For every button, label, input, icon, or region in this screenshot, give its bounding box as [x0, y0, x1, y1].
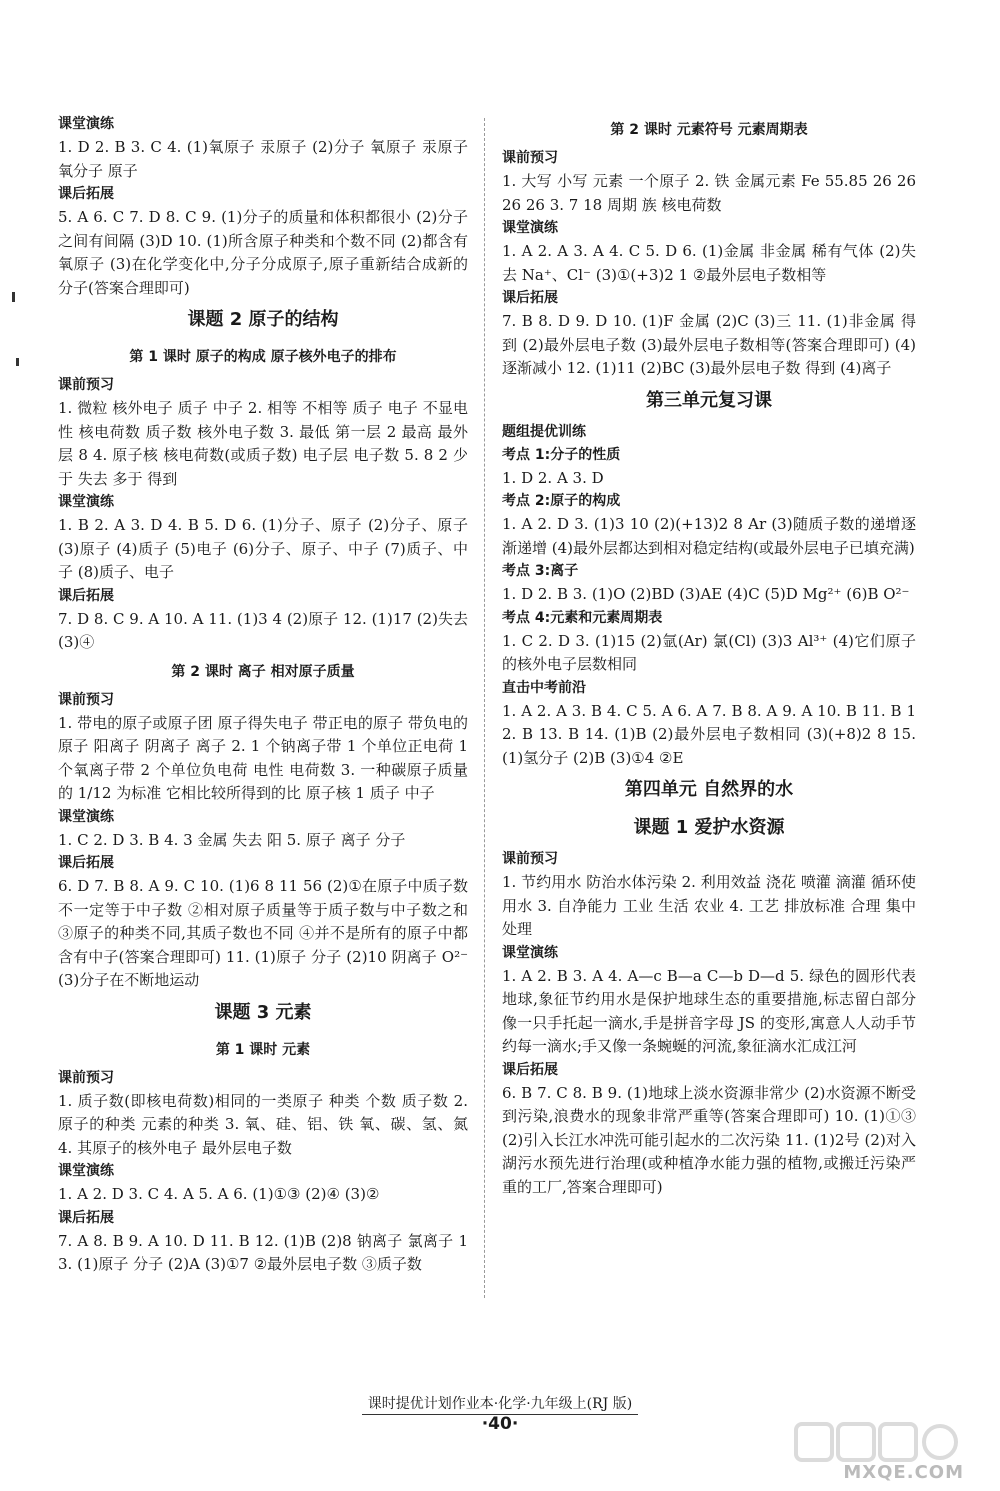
- answer-paragraph: 6. D 7. B 8. A 9. C 10. (1)6 8 11 56 (2)①在原子中质子数不一定等于中子数 ②相对原子质量等于质子数与中子数之和 ③原子的种类不同,其质子数也不同 ④并不是所有的原子中都含有中子(答案合理即可) 11. (1)原子 分子 (2)10 阴离子 O²⁻ (3)分子在不断地运动: [58, 877, 468, 989]
- section-label: 课后拓展: [58, 186, 114, 202]
- section-label: 课前预习: [58, 1069, 114, 1086]
- footer-title: 课时提优计划作业本·化学·九年级上(RJ 版): [362, 1393, 638, 1415]
- answer-paragraph: 1. B 2. A 3. D 4. B 5. D 6. (1)分子、原子 (2)分子、原子 (3)原子 (4)质子 (5)电子 (6)分子、原子、中子 (7)质子、中子 (8)质子、电子: [58, 516, 468, 581]
- answer-paragraph: 1. A 2. D 3. (1)3 10 (2)(+13)2 8 Ar (3)随质子数的递增逐渐递增 (4)最外层都达到相对稳定结构(或最外层电子已填充满): [502, 515, 916, 557]
- section-label: 课堂演练: [58, 1163, 114, 1179]
- section-label: 考点 3:离子: [502, 563, 579, 579]
- answer-paragraph: 1. 质子数(即核电荷数)相同的一类原子 种类 个数 质子数 2. 原子的种类 元素的种类 3. 氧、硅、铝、铁 氧、碳、氢、氮 4. 其原子的核外电子 最外层电子数: [58, 1091, 468, 1157]
- section-label: 课前预习: [58, 377, 114, 393]
- answer-paragraph: 1. D 2. A 3. D: [502, 468, 604, 487]
- column-divider: [484, 118, 485, 1298]
- answer-paragraph: 1. A 2. A 3. A 4. C 5. D 6. (1)金属 非金属 稀有气体 (2)失去 Na⁺、Cl⁻ (3)①(+3)2 1 ②最外层电子数相等: [502, 242, 916, 284]
- section-label: 考点 2:原子的构成: [502, 493, 621, 509]
- answer-paragraph: 1. D 2. B 3. (1)O (2)BD (3)AE (4)C (5)D Mg²⁺ (6)B O²⁻: [502, 585, 910, 603]
- section-label: 课堂演练: [502, 220, 558, 236]
- section-label: 直击中考前沿: [502, 679, 586, 696]
- page-number: ·40·: [481, 1414, 519, 1434]
- section-label: 课堂演练: [58, 494, 114, 510]
- answer-paragraph: 1. A 2. A 3. B 4. C 5. A 6. A 7. B 8. A 9. A 10. B 11. B 12. B 13. B 14. (1)B (2)最外层电子数相同 (3)(+8)2 8 15. (1)氢分子 (2)B (3)①4 ②E: [502, 701, 916, 767]
- section-label: 课前预习: [502, 150, 558, 166]
- answer-paragraph: 1. 带电的原子或原子团 原子得失电子 带正电的原子 带负电的原子 阳离子 阴离子 离子 2. 1 个钠离子带 1 个单位正电荷 1 个氧离子带 2 个单位负电荷 电性 电荷数 3. 一种碳原子质量的 1/12 为标准 它相比较所得到的比 原子核 1 质子 中子: [58, 713, 468, 802]
- scan-mark: [16, 358, 19, 366]
- page-footer: [0, 1393, 1000, 1415]
- answer-paragraph: 5. A 6. C 7. D 8. C 9. (1)分子的质量和体积都很小 (2)分子之间有间隔 (3)D 10. (1)所含原子种类和个数不同 (2)都含有氧原子 (3)在化学变化中,分子分成原子,原子重新结合成新的分子(答案合理即可): [58, 208, 468, 297]
- answer-paragraph: 1. 节约用水 防治水体污染 2. 利用效益 浇花 喷灌 滴灌 循环使用水 3. 自净能力 工业 生活 农业 4. 工艺 排放标准 合理 集中处理: [502, 873, 916, 938]
- answer-paragraph: 1. D 2. B 3. C 4. (1)氧原子 汞原子 (2)分子 氧原子 汞原子 氧分子 原子: [58, 138, 468, 180]
- answer-paragraph: 1. A 2. B 3. A 4. A—c B—a C—b D—d 5. 绿色的圆形代表地球,象征节约用水是保护地球生态的重要措施,标志留白部分像一只手托起一滴水,手是拼音字母 JS 的变形,寓意人人动手节约每一滴水;手又像一条蜿蜒的河流,象征滴水汇成江河: [502, 966, 916, 1055]
- topic-heading: 课题 1 爱护水资源: [633, 817, 785, 838]
- answer-paragraph: 7. D 8. C 9. A 10. A 11. (1)3 4 (2)原子 12. (1)17 (2)失去 (3)④: [58, 609, 468, 651]
- lesson-heading: 第 2 课时 离子 相对原子质量: [171, 663, 355, 680]
- topic-heading: 课题 2 原子的结构: [187, 309, 339, 330]
- left-column: [58, 113, 468, 1277]
- topic-heading: 第三单元复习课: [646, 389, 772, 411]
- answer-paragraph: 1. 微粒 核外电子 质子 中子 2. 相等 不相等 质子 电子 不显电性 核电荷数 质子数 核外电子数 3. 最低 第一层 2 最高 最外层 8 4. 原子核 核电荷数(或质子数) 电子层 电子数 5. 8 2 少于 失去 多于 得到: [58, 399, 468, 488]
- section-label: 课堂演练: [58, 116, 114, 132]
- section-label: 课前预习: [58, 691, 114, 708]
- watermark-text: MXQE.COM: [843, 1462, 964, 1483]
- section-label: 课堂演练: [502, 944, 558, 961]
- right-column: [502, 113, 916, 1199]
- answer-paragraph: 1. C 2. D 3. (1)15 (2)氩(Ar) 氯(Cl) (3)3 Al³⁺ (4)它们原子的核外电子层数相同: [502, 631, 916, 673]
- section-label: 课后拓展: [502, 1061, 558, 1078]
- topic-heading: 第四单元 自然界的水: [624, 779, 794, 800]
- answer-paragraph: 7. A 8. B 9. A 10. D 11. B 12. (1)B (2)8 钠离子 氯离子 13. (1)原子 分子 (2)A (3)①7 ②最外层电子数 ③质子数: [58, 1231, 468, 1273]
- scan-mark: [12, 292, 15, 302]
- topic-heading: 课题 3 元素: [214, 1001, 312, 1023]
- section-label: 课后拓展: [58, 587, 114, 604]
- section-label: 课后拓展: [58, 1209, 114, 1226]
- section-label: 课后拓展: [58, 855, 114, 871]
- section-label: 考点 1:分子的性质: [502, 446, 621, 463]
- lesson-heading: 第 2 课时 元素符号 元素周期表: [610, 122, 808, 138]
- section-label: 课后拓展: [502, 290, 558, 306]
- section-label: 题组提优训练: [502, 423, 586, 440]
- answer-paragraph: 1. 大写 小写 元素 一个原子 2. 铁 金属元素 Fe 55.85 26 26 26 26 3. 7 18 周期 族 核电荷数: [502, 172, 916, 214]
- lesson-heading: 第 1 课时 原子的构成 原子核外电子的排布: [129, 349, 397, 365]
- section-label: 课堂演练: [58, 808, 114, 825]
- section-label: 考点 4:元素和元素周期表: [502, 609, 663, 626]
- answer-paragraph: 7. B 8. D 9. D 10. (1)F 金属 (2)C (3)三 11. (1)非金属 得到 (2)最外层电子数 (3)最外层电子数相等(答案合理即可) (4)逐渐减小 12. (1)11 (2)BC (3)最外层电子数 得到 (4)离子: [502, 312, 916, 377]
- lesson-heading: 第 1 课时 元素: [215, 1041, 311, 1058]
- answer-paragraph: 1. C 2. D 3. B 4. 3 金属 失去 阳 5. 原子 离子 分子: [58, 830, 406, 849]
- answer-paragraph: 6. B 7. C 8. B 9. (1)地球上淡水资源非常少 (2)水资源不断受到污染,浪费水的现象非常严重等(答案合理即可) 10. (1)①③ (2)引入长江水冲洗可能引起水的二次污染 11. (1)2号 (2)对入湖污水预先进行治理(或种植净水能力强的植物,或搬迁污染严重的工厂,答案合理即可): [502, 1083, 916, 1196]
- section-label: 课前预习: [502, 851, 558, 867]
- answer-paragraph: 1. A 2. D 3. C 4. A 5. A 6. (1)①③ (2)④ (3)②: [58, 1185, 380, 1203]
